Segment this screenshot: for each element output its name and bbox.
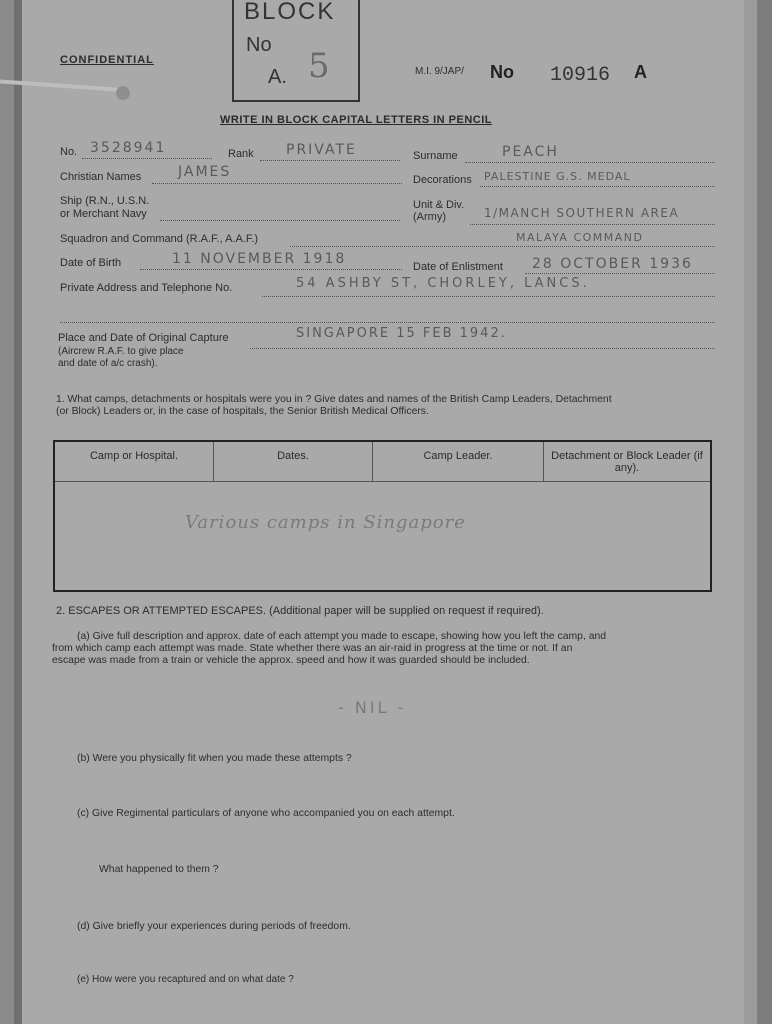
camps-table-body-row [54, 481, 711, 591]
q2a-line2: from which camp each attempt was made. State whether there was an air-raid in progress at the time or not. If an [52, 643, 573, 654]
form-instruction: WRITE IN BLOCK CAPITAL LETTERS IN PENCIL [220, 114, 492, 126]
enlistment-value: 28 OCTOBER 1936 [532, 256, 693, 272]
christian-names-value: JAMES [178, 164, 232, 180]
camps-table-answer-cell [54, 481, 711, 591]
dob-line [140, 269, 402, 270]
service-no-label: No. [60, 146, 78, 158]
decorations-line [480, 186, 715, 187]
squadron-line [290, 246, 715, 247]
christian-names-line [152, 183, 402, 184]
page-stack-shadow [757, 0, 772, 1024]
q2e-text: (e) How were you recaptured and on what date ? [77, 974, 294, 985]
camps-handwritten-answer: Various camps in Singapore [185, 511, 466, 533]
decorations-label: Decorations [413, 174, 472, 186]
ship-label-line2: or Merchant Navy [60, 208, 147, 220]
q2d-text: (d) Give briefly your experiences during periods of freedom. [77, 921, 351, 932]
underlying-page-edge [0, 0, 14, 1024]
unit-label-line2: (Army) [413, 211, 446, 223]
enlistment-line [525, 273, 715, 274]
block-label: BLOCK [244, 0, 336, 25]
q2-heading: 2. ESCAPES OR ATTEMPTED ESCAPES. (Additional paper will be supplied on request if required). [56, 605, 544, 617]
col-block-leader: Detachment or Block Leader (if any). [544, 441, 712, 481]
enlistment-label: Date of Enlistment [413, 261, 503, 273]
camps-table [53, 440, 712, 592]
col-dates: Dates. [214, 441, 373, 481]
capture-label-line2: (Aircrew R.A.F. to give place [58, 346, 184, 357]
camps-table-header-row [54, 441, 711, 481]
service-no-value: 3528941 [90, 140, 167, 156]
rank-value: PRIVATE [286, 142, 357, 158]
address-line [262, 296, 715, 297]
q2a-line1: (a) Give full description and approx. date of each attempt you made to escape, showing how you left the camp, and [77, 631, 607, 642]
reference-no-label: No [490, 62, 514, 82]
capture-line [250, 348, 715, 349]
unit-value: 1/MANCH SOUTHERN AREA [484, 206, 680, 220]
confidential-stamp: CONFIDENTIAL [60, 54, 154, 66]
string-knot [116, 86, 130, 100]
q2c-text: (c) Give Regimental particulars of anyone who accompanied you on each attempt. [77, 808, 455, 819]
ship-line [160, 220, 400, 221]
q2c-followup-text: What happened to them ? [99, 864, 219, 875]
q1-text-line1: 1. What camps, detachments or hospitals were you in ? Give dates and names of the British Camp Leaders, Detachment [56, 394, 612, 405]
block-handwritten-number: 5 [308, 46, 330, 86]
surname-label: Surname [413, 150, 458, 162]
q1-text-line2: (or Block) Leaders or, in the case of hospitals, the Senior British Medical Officers. [56, 406, 429, 417]
address-value: 54 ASHBY ST, CHORLEY, LANCS. [296, 276, 590, 291]
capture-label-line3: and date of a/c crash). [58, 358, 158, 369]
surname-line [465, 162, 715, 163]
reference-number: 10916 [550, 64, 611, 87]
squadron-label: Squadron and Command (R.A.F., A.A.F.) [60, 233, 259, 245]
unit-label-line1: Unit & Div. [413, 199, 465, 211]
block-number-box [232, 0, 360, 102]
unit-value-continued: MALAYA COMMAND [516, 231, 644, 244]
christian-names-label: Christian Names [60, 171, 142, 183]
rank-label: Rank [228, 148, 254, 160]
q2a-line3: escape was made from a train or vehicle the approx. speed and how it was guarded should be included. [52, 655, 530, 666]
q2b-text: (b) Were you physically fit when you made these attempts ? [77, 753, 352, 764]
address-line-2 [60, 322, 715, 323]
block-letter: A. [268, 66, 287, 88]
reference-prefix: M.I. 9/JAP/ [415, 66, 464, 77]
rank-line [260, 160, 400, 161]
block-no-label: No [246, 34, 272, 56]
col-camp-leader: Camp Leader. [373, 441, 544, 481]
capture-value: SINGAPORE 15 FEB 1942. [296, 326, 507, 341]
unit-line [470, 224, 715, 225]
service-no-line [82, 158, 212, 159]
dob-label: Date of Birth [60, 257, 122, 269]
q2a-handwritten-answer: - NIL - [338, 698, 407, 717]
reference-suffix: A [634, 62, 647, 82]
dob-value: 11 NOVEMBER 1918 [172, 251, 347, 267]
decorations-value: PALESTINE G.S. MEDAL [484, 170, 631, 183]
ship-label-line1: Ship (R.N., U.S.N. [60, 195, 150, 207]
surname-value: PEACH [502, 144, 559, 160]
col-camp-or-hospital: Camp or Hospital. [54, 441, 214, 481]
capture-label-line1: Place and Date of Original Capture [58, 332, 229, 344]
address-label: Private Address and Telephone No. [60, 282, 233, 294]
